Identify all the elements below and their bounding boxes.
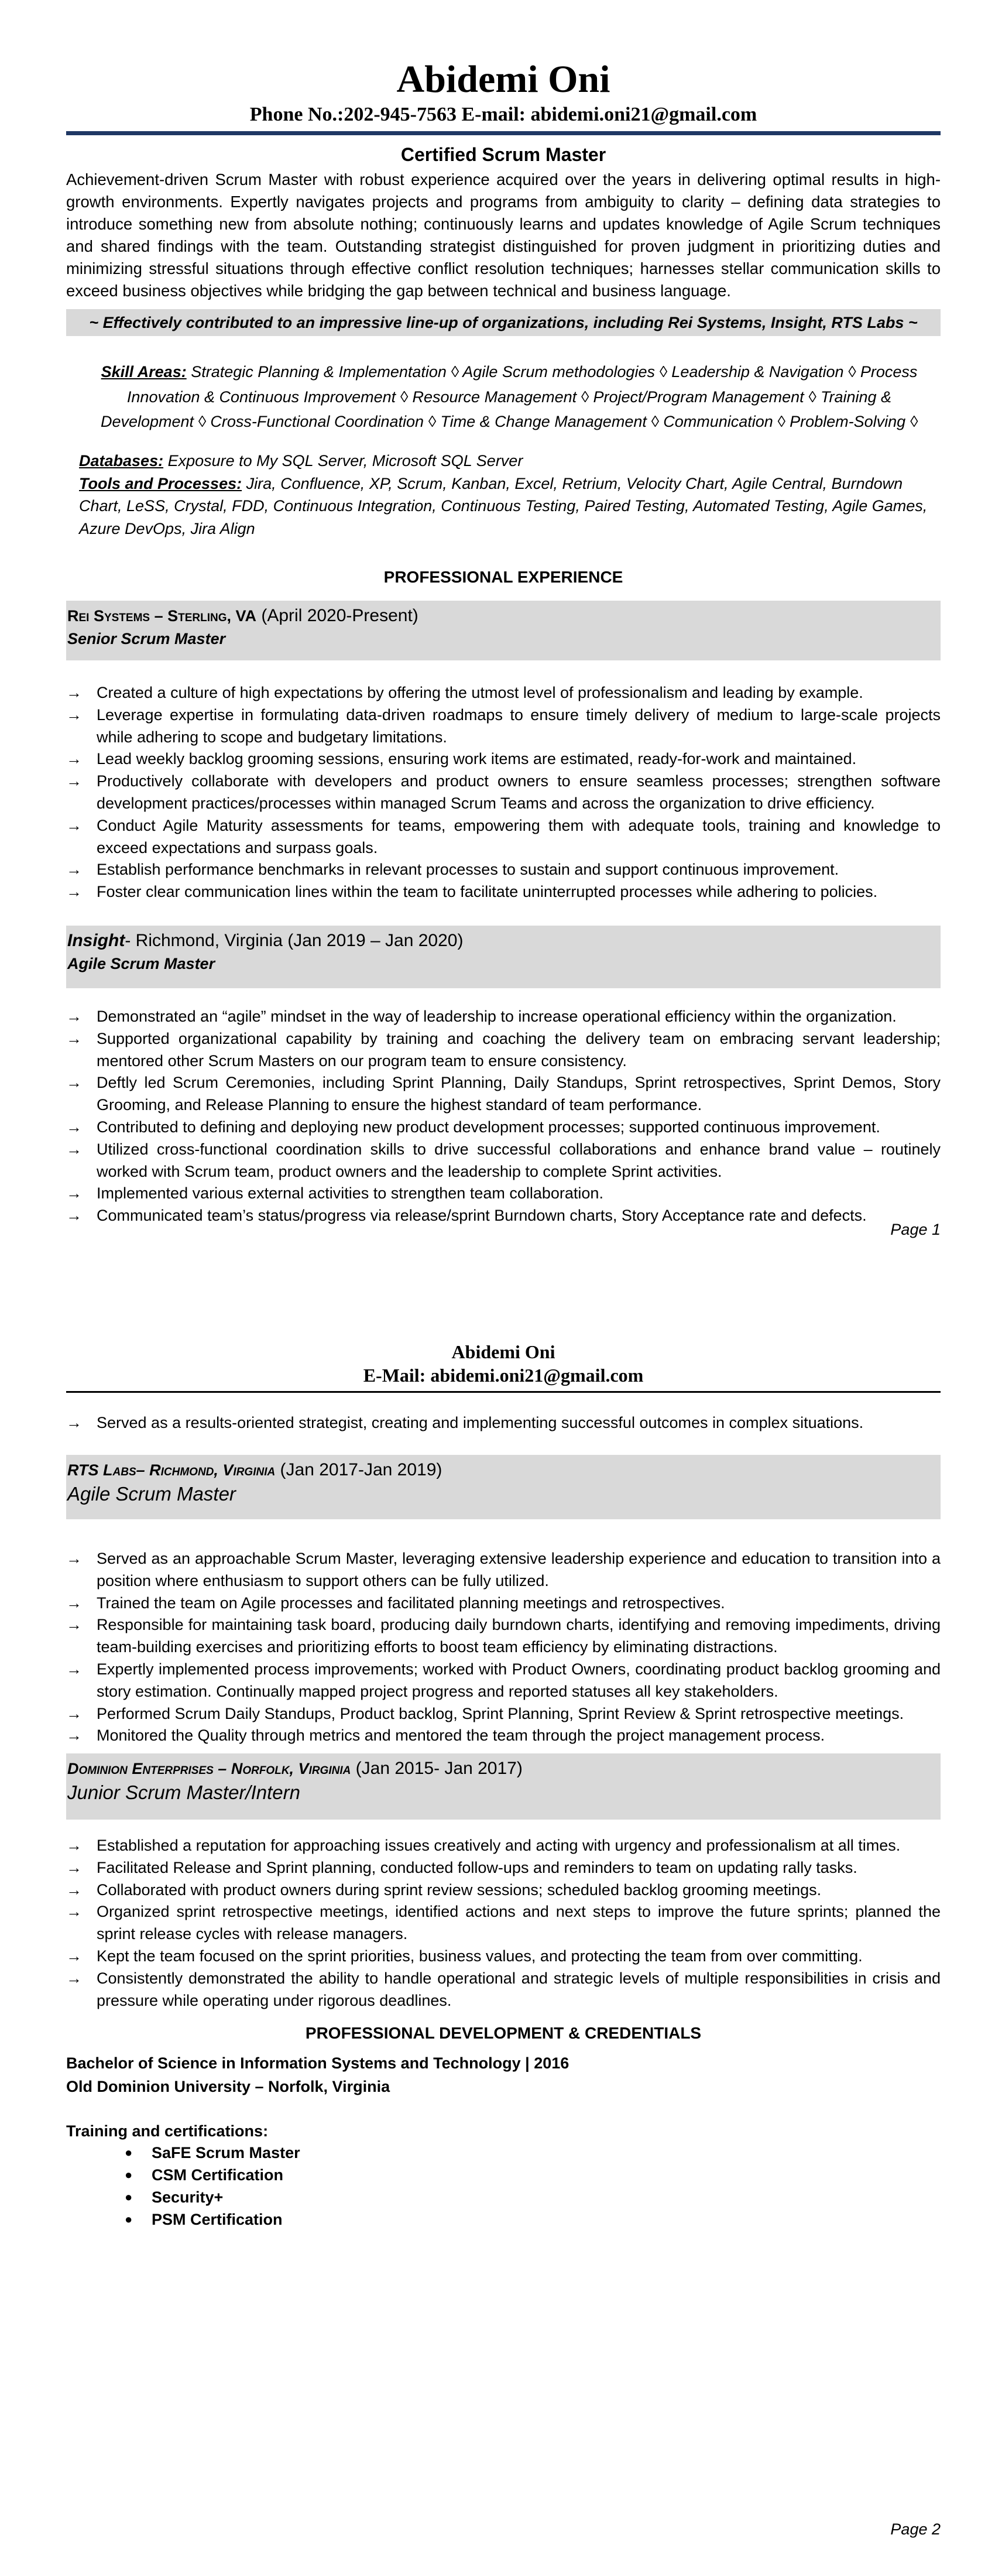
- arrow-icon: →: [66, 883, 82, 901]
- arrow-icon: →: [66, 1616, 82, 1634]
- candidate-name: Abidemi Oni: [396, 58, 610, 101]
- list-item: ● Security+: [125, 2186, 995, 2208]
- tools-text: Jira, Confluence, XP, Scrum, Kanban, Excel, Retrium, Velocity Chart, Agile Central, Burndown Chart, LeSS, Crystal, FDD, Continuous Integration, Continuous Testing, Paired Testing, Automated Testing, Agile Games, Azure DevOps, Jira Align: [79, 474, 928, 537]
- list-item: [66, 1006, 941, 1028]
- bullet-text: Trained the team on Agile processes and facilitated planning meetings and retrospectives.: [97, 1594, 725, 1612]
- arrow-icon: →: [66, 1903, 82, 1921]
- databases-label: Databases:: [79, 452, 164, 470]
- arrow-icon: →: [66, 1969, 82, 1987]
- professional-title: Certified Scrum Master: [400, 144, 606, 165]
- bullet-text: Created a culture of high expectations by offering the utmost level of professionalism and leading by example.: [97, 684, 863, 701]
- insight-bullets: [66, 1006, 941, 1227]
- job-dates: (Jan 2017-Jan 2019): [275, 1460, 442, 1479]
- list-item: [66, 1614, 941, 1659]
- arrow-icon: →: [66, 1704, 82, 1722]
- job-role: Senior Scrum Master: [67, 630, 226, 648]
- company-name: RTS Labs– Richmond, Virginia: [67, 1461, 276, 1479]
- job-header-rei: [66, 601, 941, 660]
- arrow-icon: →: [66, 1727, 82, 1745]
- list-item: [66, 1968, 941, 2012]
- job-location-dates: - Richmond, Virginia (Jan 2019 – Jan 2020): [125, 931, 464, 950]
- list-item: [66, 1857, 941, 1879]
- list-item: [66, 1139, 941, 1183]
- training-label: Training and certifications:: [66, 2122, 269, 2140]
- databases-text: Exposure to My SQL Server, Microsoft SQL Server: [163, 452, 523, 470]
- arrow-icon: →: [66, 861, 82, 879]
- list-item: [66, 704, 941, 749]
- bullet-text: Utilized cross-functional coordination skills to drive successful collaborations and enhance brand value – routinely worked with Scrum team, product owners and the leadership to complete Sprint activities.: [97, 1140, 941, 1180]
- page-number: Page 2: [890, 2520, 941, 2538]
- databases-tools: [79, 450, 936, 540]
- list-item: [66, 682, 941, 704]
- bullet-text: Consistently demonstrated the ability to handle operational and strategic levels of multiple responsibilities in crisis and pressure while operating under rigorous deadlines.: [97, 1969, 941, 2009]
- bullet-text: Facilitated Release and Sprint planning, conducted follow-ups and reminders to team on updating rally tasks.: [97, 1858, 857, 1876]
- summary-paragraph: Achievement-driven Scrum Master with robust experience acquired over the years in delivering optimal results in high-growth environments. Expertly navigates projects and programs from ambiguity to clarity – defining data strategies to introduce something new from absolute nothing; continuously learns and updates knowledge of Agile Scrum techniques and shared findings with the team. Outstanding strategist distinguished for proven judgment in prioritizing duties and minimizing stressful situations through effective conflict resolution techniques; harnesses stellar communication skills to exceed business objectives while bridging the gap between technical and business language.: [66, 170, 941, 300]
- company-name: Insight: [67, 931, 125, 950]
- list-item: ● CSM Certification: [125, 2164, 995, 2186]
- list-item: [66, 748, 941, 770]
- list-item: [66, 1835, 941, 1857]
- job-dates: (April 2020-Present): [256, 606, 418, 625]
- skill-areas-text: Strategic Planning & Implementation ◊ Agile Scrum methodologies ◊ Leadership & Navigation ◊ Process Innovation & Continuous Improvement ◊ Resource Management ◊ Project/Program Management ◊ Training & Development ◊ Cross-Functional Coordination ◊ Time & Change Management ◊ Communication ◊ Problem-Solving ◊: [100, 363, 918, 430]
- credentials-heading: PROFESSIONAL DEVELOPMENT & CREDENTIALS: [305, 2024, 702, 2042]
- arrow-icon: →: [66, 1858, 82, 1876]
- bullet-text: Establish performance benchmarks in relevant processes to sustain and support continuous improvement.: [97, 861, 839, 879]
- header-divider: [66, 131, 941, 135]
- school: Old Dominion University – Norfolk, Virginia: [66, 2078, 390, 2095]
- skill-areas-label: Skill Areas:: [101, 363, 187, 381]
- job-header-dominion: [66, 1753, 941, 1820]
- organizations-banner: ~ Effectively contributed to an impressive line-up of organizations, including Rei Systems, Insight, RTS Labs ~: [66, 309, 941, 336]
- rei-bullets: [66, 682, 941, 903]
- list-item: [66, 1116, 941, 1139]
- arrow-icon: →: [66, 816, 82, 834]
- experience-heading: PROFESSIONAL EXPERIENCE: [383, 568, 623, 586]
- page-number: Page 1: [890, 1221, 941, 1238]
- list-item: [66, 859, 941, 881]
- arrow-icon: →: [66, 1837, 82, 1854]
- rts-bullets: [66, 1548, 941, 1747]
- candidate-name-p2: Abidemi Oni: [451, 1341, 555, 1362]
- summary-section: [66, 169, 941, 336]
- job-dates: (Jan 2015- Jan 2017): [351, 1759, 523, 1778]
- list-item: [66, 1879, 941, 1902]
- list-item: [66, 1725, 941, 1747]
- arrow-icon: →: [66, 705, 82, 724]
- list-item: [66, 1703, 941, 1725]
- contact-line: Phone No.:202-945-7563 E-mail: abidemi.oni21@gmail.com: [249, 104, 757, 125]
- list-item: [66, 1072, 941, 1116]
- bullet-text: Lead weekly backlog grooming sessions, ensuring work items are estimated, ready-for-work and maintained.: [97, 750, 857, 768]
- arrow-icon: →: [66, 1118, 82, 1136]
- bullet-text: Contributed to defining and deploying new product development processes; supported continuous improvement.: [97, 1118, 880, 1136]
- arrow-icon: →: [66, 1207, 82, 1225]
- certifications-list: [66, 2142, 995, 2231]
- bullet-text: Foster clear communication lines within the team to facilitate uninterrupted processes while adhering to policies.: [97, 883, 878, 901]
- bullet-text: Organized sprint retrospective meetings, identified actions and next steps to improve the future sprints; planned the sprint release cycles with release managers.: [97, 1903, 941, 1943]
- list-item: [66, 1592, 941, 1615]
- skill-areas: [79, 359, 939, 434]
- bullet-text: Supported organizational capability by training and coaching the delivery team on embracing servant leadership; mentored other Scrum Masters on our program team to ensure consistency.: [97, 1029, 941, 1070]
- list-item: [66, 1901, 941, 1945]
- bullet-text: Served as an approachable Scrum Master, leveraging extensive leadership experience and education to transition into a position where enthusiasm to support others can be fully utilized.: [97, 1550, 941, 1590]
- degree: Bachelor of Science in Information Systems and Technology | 2016: [66, 2054, 569, 2072]
- arrow-icon: →: [66, 1029, 82, 1047]
- bullet-text: Productively collaborate with developers and product owners to ensure seamless processes; strengthen software development practices/processes within managed Scrum Teams and across the organization to drive efficiency.: [97, 772, 941, 812]
- list-item: [66, 770, 941, 815]
- list-item: ● SaFE Scrum Master: [125, 2142, 995, 2164]
- tools-label: Tools and Processes:: [79, 474, 242, 492]
- bullet-text: Expertly implemented process improvements; worked with Product Owners, coordinating product backlog grooming and story estimation. Continually mapped project progress and reported statuses all key stakeholders.: [97, 1660, 941, 1700]
- bullet-text: Served as a results-oriented strategist, creating and implementing successful outcomes in complex situations.: [97, 1414, 864, 1431]
- arrow-icon: →: [66, 1594, 82, 1612]
- list-item: [66, 1548, 941, 1592]
- job-role: Agile Scrum Master: [67, 955, 215, 972]
- insight-extra-bullets: [66, 1412, 941, 1434]
- list-item: [66, 1412, 941, 1434]
- dominion-bullets: [66, 1835, 941, 2012]
- job-header-rts: [66, 1455, 941, 1519]
- list-item: [66, 1945, 941, 1968]
- tools-line: [79, 472, 936, 540]
- arrow-icon: →: [66, 1947, 82, 1965]
- bullet-text: Leverage expertise in formulating data-driven roadmaps to ensure timely delivery of medium to large-scale projects while adhering to scope and budgetary limitations.: [97, 705, 941, 746]
- databases-line: [79, 450, 936, 472]
- arrow-icon: →: [66, 1414, 82, 1431]
- arrow-icon: →: [66, 772, 82, 790]
- list-item: [66, 815, 941, 859]
- arrow-icon: →: [66, 1660, 82, 1678]
- job-header-insight: [66, 926, 941, 988]
- list-item: [66, 881, 941, 903]
- bullet-text: Deftly led Scrum Ceremonies, including Sprint Planning, Daily Standups, Sprint retrospectives, Sprint Demos, Story Grooming, and Release Planning to ensure the highest standard of team performance.: [97, 1074, 941, 1114]
- list-item: [66, 1028, 941, 1073]
- bullet-text: Collaborated with product owners during sprint review sessions; scheduled backlog grooming meetings.: [97, 1880, 822, 1899]
- arrow-icon: →: [66, 750, 82, 768]
- arrow-icon: →: [66, 1008, 82, 1025]
- bullet-text: Performed Scrum Daily Standups, Product backlog, Sprint Planning, Sprint Review & Sprint retrospective meetings.: [97, 1704, 904, 1722]
- bullet-text: Conduct Agile Maturity assessments for teams, empowering them with adequate tools, training and knowledge to exceed expectations and surpass goals.: [97, 816, 941, 857]
- email-p2: E-Mail: abidemi.oni21@gmail.com: [363, 1365, 644, 1386]
- arrow-icon: →: [66, 1074, 82, 1092]
- bullet-text: Responsible for maintaining task board, producing daily burndown charts, identifying and removing impediments, driving team-building exercises and prioritizing efforts to boost team efficiency by eliminating distractions.: [97, 1616, 941, 1656]
- bullet-text: Implemented various external activities to strengthen team collaboration.: [97, 1184, 603, 1203]
- arrow-icon: →: [66, 1880, 82, 1899]
- arrow-icon: →: [66, 1140, 82, 1158]
- bullet-text: Kept the team focused on the sprint priorities, business values, and protecting the team from over committing.: [97, 1947, 863, 1965]
- arrow-icon: →: [66, 1550, 82, 1567]
- bullet-text: Communicated team’s status/progress via release/sprint Burndown charts, Story Acceptance rate and defects.: [97, 1207, 867, 1225]
- job-role: Agile Scrum Master: [67, 1483, 236, 1505]
- job-role: Junior Scrum Master/Intern: [67, 1782, 300, 1803]
- arrow-icon: →: [66, 684, 82, 701]
- list-item: ● PSM Certification: [125, 2208, 995, 2231]
- bullet-text: Established a reputation for approaching issues creatively and acting with urgency and professionalism at all times.: [97, 1837, 901, 1854]
- header-divider-p2: [66, 1391, 941, 1393]
- list-item: [66, 1659, 941, 1703]
- company-name: Dominion Enterprises – Norfolk, Virginia: [67, 1760, 351, 1777]
- company-name: Rei Systems – Sterling, VA: [67, 607, 257, 625]
- arrow-icon: →: [66, 1184, 82, 1203]
- bullet-text: Demonstrated an “agile” mindset in the way of leadership to increase operational efficiency within the organization.: [97, 1008, 897, 1025]
- list-item: [66, 1183, 941, 1205]
- bullet-text: Monitored the Quality through metrics and mentored the team through the project management process.: [97, 1727, 825, 1745]
